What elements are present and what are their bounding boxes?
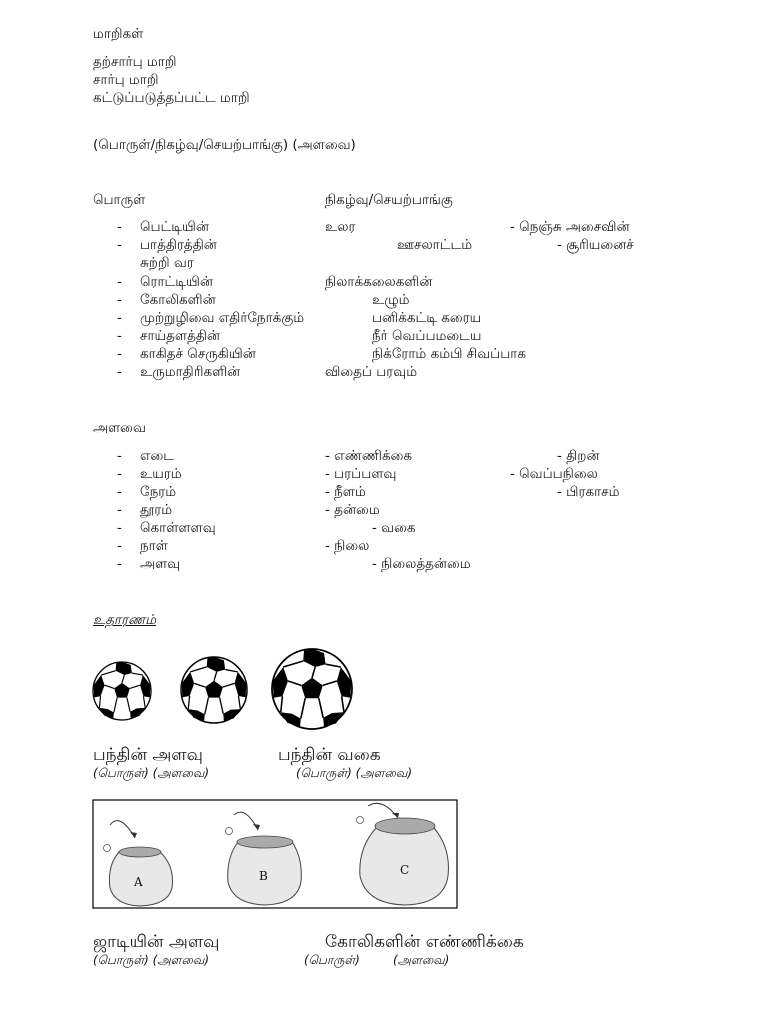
process-item: உழும் [372,292,410,308]
page-heading: மாறிகள் [93,26,144,42]
formula-line: (பொருள்/நிகழ்வு/செயற்பாங்கு) (அளவை) [93,137,356,153]
measure-item: உயரம் [140,466,182,482]
bullet-dash: - [117,219,122,235]
bullet-dash: - [117,502,122,518]
measure-item: - எண்ணிக்கை [325,448,412,464]
porul-item: முற்றுழிவை எதிர்நோக்கும் [140,310,305,326]
process-item: நிக்ரோம் கம்பி சிவப்பாக [372,346,526,362]
alavai-header: அளவை [93,420,146,436]
porul-item: சாய்தளத்தின் [140,328,221,344]
ball-subcaption: (பொருள்) (அளவை) [296,766,413,780]
variable-type-dependent: சார்பு மாறி [93,72,159,88]
ball-caption: பந்தின் அளவு [93,745,203,765]
measure-item: - நிலை [325,538,370,554]
jar-subcaption: (பொருள்) (அளவை) [93,953,210,967]
ball-caption: பந்தின் வகை [278,745,381,765]
process-item: உலர [325,219,356,235]
jar-illustration [93,800,457,908]
measure-item: - நீளம் [325,484,366,500]
measure-item: - தன்மை [325,502,380,518]
jar-caption: ஜாடியின் அளவு [93,932,220,952]
bullet-dash: - [117,346,122,362]
bullet-dash: - [117,448,122,464]
process-item: பனிக்கட்டி கரைய [372,310,482,326]
soccer-ball-icon [272,649,352,729]
porul-item: பாத்திரத்தின் [140,237,217,253]
jar-label: B [259,869,268,883]
measure-item: - திறன் [557,448,600,464]
porul-item: பெட்டியின் [140,219,209,235]
porul-item: கோலிகளின் [140,292,216,308]
soccer-ball-icon [181,657,247,723]
jar-label: A [134,875,143,889]
porul-item: காகிதச் செருகியின் [140,346,256,362]
bullet-dash: - [117,520,122,536]
bullet-dash: - [117,364,122,380]
measure-item: - வகை [372,520,416,536]
bullet-dash: - [117,237,122,253]
process-item: ஊசலாட்டம் [397,237,473,253]
bullet-dash: - [117,484,122,500]
measure-item: நாள் [140,538,168,554]
process-item: நிலாக்கலைகளின் [325,274,433,290]
jar-subcaption: (அளவை) [393,953,450,967]
measure-item: - வெப்பநிலை [510,466,598,482]
soccer-ball-icon [93,662,151,720]
bullet-dash: - [117,292,122,308]
jar-caption: கோலிகளின் எண்ணிக்கை [325,932,524,952]
bullet-dash: - [117,538,122,554]
process-item: நீர் வெப்பமடைய [372,328,482,344]
measure-item: அளவு [140,556,181,572]
event-process-header: நிகழ்வு/செயற்பாங்கு [325,192,453,208]
bullet-dash: - [117,556,122,572]
porul-item: உருமாதிரிகளின் [140,364,241,380]
bullet-dash: - [117,466,122,482]
process-item: விதைப் பரவும் [325,364,418,380]
bullet-dash: - [117,328,122,344]
porul-item: ரொட்டியின் [140,274,213,290]
jar-subcaption: (பொருள்) [304,953,360,967]
variable-type-independent: தற்சார்பு மாறி [93,54,177,70]
porul-header: பொருள் [93,192,146,208]
variable-type-controlled: கட்டுப்படுத்தப்பட்ட மாறி [93,90,250,106]
measure-item: தூரம் [140,502,173,518]
process-item: - நெஞ்சு அசைவின் [510,219,630,235]
measure-item: - பிரகாசம் [557,484,620,500]
measure-item: எடை [140,448,175,464]
measure-item: - பரப்பளவு [325,466,397,482]
ball-subcaption: (பொருள்) (அளவை) [93,766,210,780]
wrapped-text: சுற்றி வர [140,255,194,271]
example-label: உதாரணம் [93,612,157,628]
jar-label: C [400,863,410,877]
bullet-dash: - [117,310,122,326]
measure-item: - நிலைத்தன்மை [372,556,471,572]
process-item: - சூரியனைச் [557,237,634,253]
measure-item: கொள்ளளவு [140,520,216,536]
measure-item: நேரம் [140,484,177,500]
bullet-dash: - [117,274,122,290]
